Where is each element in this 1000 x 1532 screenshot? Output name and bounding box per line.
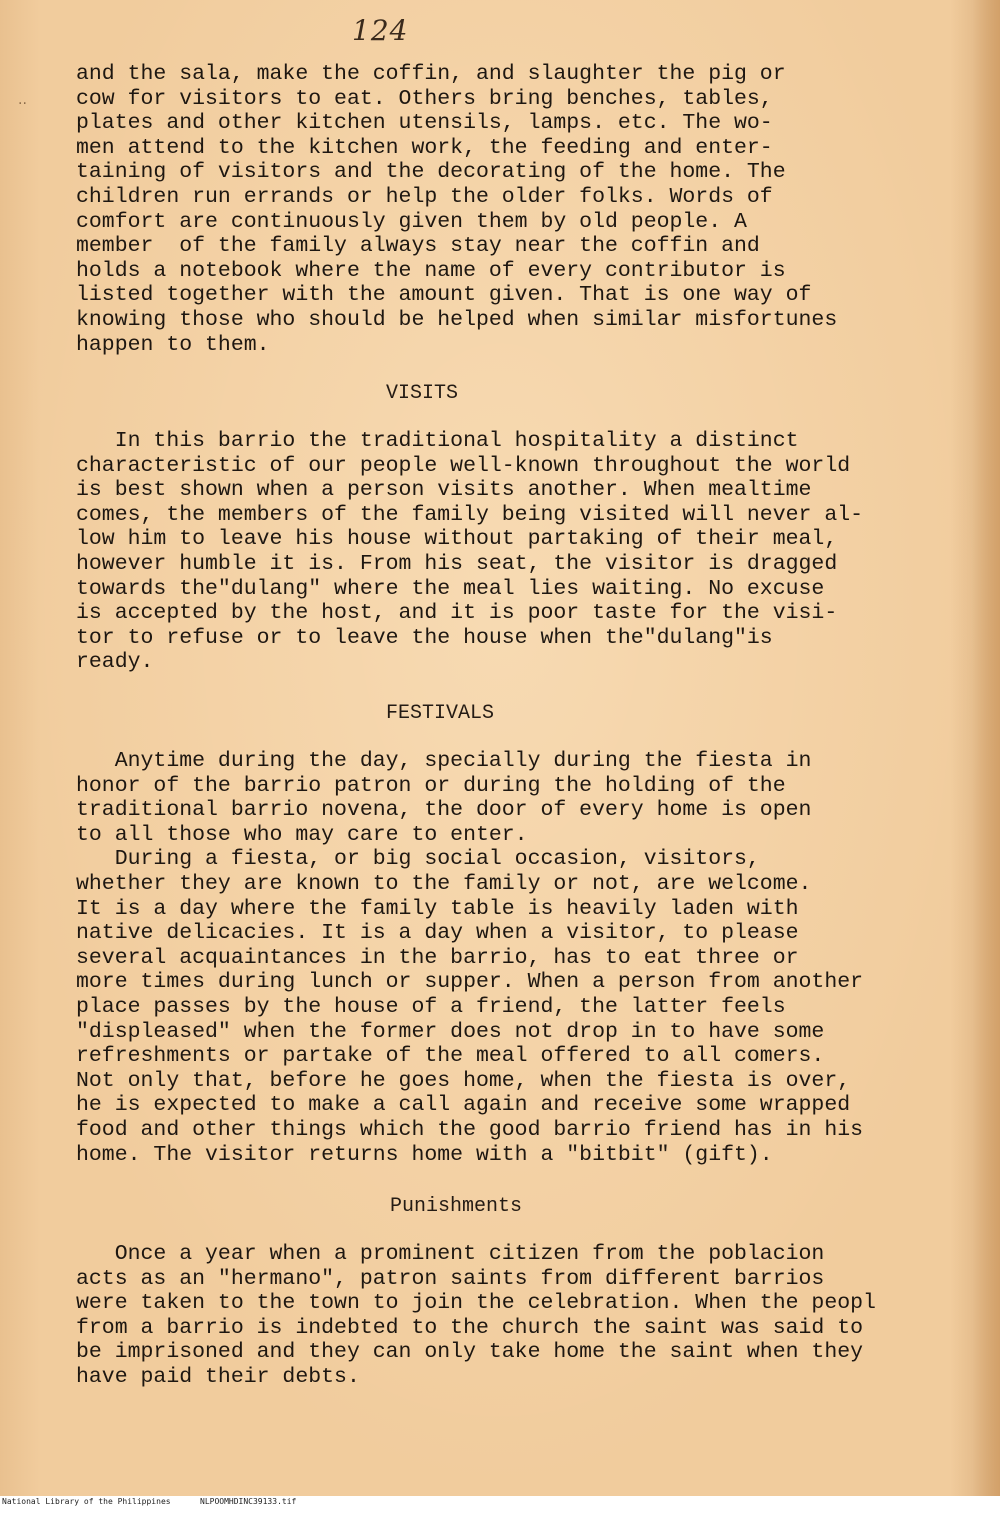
page-number: 124 [352, 14, 409, 47]
festivals-paragraph [76, 749, 863, 1167]
punishments-paragraph [76, 1242, 876, 1390]
text-line: Once a year when a prominent citizen from the poblacion [76, 1242, 825, 1266]
text-line: to all those who may care to enter. [76, 822, 528, 847]
text-line: "displeased" when the former does not drop in to have some [76, 1019, 825, 1044]
footer-source: National Library of the Philippines [2, 1497, 171, 1506]
punishments-heading: Punishments [390, 1195, 523, 1218]
text-line: Anytime during the day, specially during the fiesta in [76, 749, 812, 773]
text-line: comes, the members of the family being visited will never al- [76, 502, 864, 527]
text-line: ready. [76, 650, 154, 675]
text-line: cow for visitors to eat. Others bring benches, tables, [76, 86, 773, 111]
text-line: from a barrio is indebted to the church the saint was said to [76, 1315, 864, 1340]
text-line: he is expected to make a call again and receive some wrapped [76, 1093, 851, 1118]
text-line: refreshments or partake of the meal offered to all comers. [76, 1044, 825, 1069]
visits-paragraph [76, 429, 863, 675]
text-line: towards the"dulang" where the meal lies waiting. No excuse [76, 576, 825, 601]
visits-heading: VISITS [386, 382, 459, 405]
text-line: is accepted by the host, and it is poor taste for the visi- [76, 601, 838, 626]
text-line: have paid their debts. [76, 1364, 360, 1389]
text-line: honor of the barrio patron or during the holding of the [76, 773, 786, 798]
text-line: Not only that, before he goes home, when the fiesta is over, [76, 1068, 851, 1093]
text-line: During a fiesta, or big social occasion, visitors, [76, 847, 760, 872]
text-line: plates and other kitchen utensils, lamps. etc. The wo- [76, 111, 773, 136]
text-line: men attend to the kitchen work, the feeding and enter- [76, 135, 773, 160]
text-line: comfort are continuously given them by old people. A [76, 209, 747, 234]
text-line: listed together with the amount given. That is one way of [76, 283, 812, 308]
text-line: food and other things which the good barrio friend has in his [76, 1117, 864, 1142]
scan-footer [0, 1496, 1000, 1508]
text-line: low him to leave his house without partaking of their meal, [76, 527, 838, 552]
text-line: were taken to the town to join the celebration. When the peopl [76, 1291, 876, 1316]
margin-mark: .. [18, 92, 27, 108]
text-line: holds a notebook where the name of every contributor is [76, 258, 786, 283]
text-line: be imprisoned and they can only take home the saint when they [76, 1340, 864, 1365]
text-line: is best shown when a person visits another. When mealtime [76, 478, 812, 503]
text-line: acts as an "hermano", patron saints from different barrios [76, 1266, 825, 1291]
text-line: whether they are known to the family or not, are welcome. [76, 871, 812, 896]
text-line: however humble it is. From his seat, the visitor is dragged [76, 551, 838, 576]
text-line: native delicacies. It is a day when a visitor, to please [76, 921, 799, 946]
text-line: tor to refuse or to leave the house when the"dulang"is [76, 625, 773, 650]
intro-paragraph [76, 62, 837, 357]
text-line: several acquaintances in the barrio, has to eat three or [76, 945, 799, 970]
text-line: traditional barrio novena, the door of every home is open [76, 798, 812, 823]
text-line: knowing those who should be helped when similar misfortunes [76, 307, 838, 332]
text-line: children run errands or help the older folks. Words of [76, 184, 773, 209]
text-line: member of the family always stay near the coffin and [76, 234, 760, 259]
text-line: and the sala, make the coffin, and slaughter the pig or [76, 62, 786, 86]
text-line: In this barrio the traditional hospitality a distinct [76, 429, 799, 453]
text-line: characteristic of our people well-known throughout the world [76, 453, 851, 478]
text-line: more times during lunch or supper. When a person from another [76, 970, 864, 995]
text-line: place passes by the house of a friend, the latter feels [76, 994, 786, 1019]
text-line: It is a day where the family table is heavily laden with [76, 896, 799, 921]
page-edge-shading [972, 0, 1000, 1496]
footer-file-id: NLPOOMHDINC39133.tif [200, 1497, 297, 1506]
text-line: home. The visitor returns home with a "bitbit" (gift). [76, 1142, 773, 1167]
text-line: taining of visitors and the decorating of the home. The [76, 160, 786, 185]
text-line: happen to them. [76, 332, 270, 357]
festivals-heading: FESTIVALS [386, 702, 495, 725]
